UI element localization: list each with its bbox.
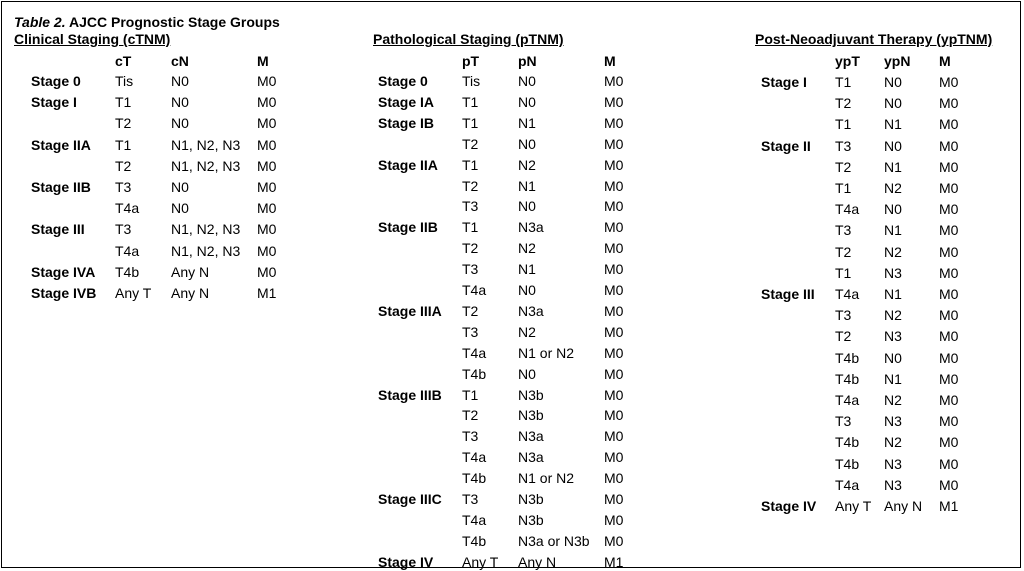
t-value: Tis [462,73,481,89]
t-value: T3 [835,413,852,429]
n-value: N1 or N2 [518,470,575,486]
m-value: M0 [939,286,959,302]
m-value: M0 [939,413,959,429]
stage-label: Stage IIIA [378,303,442,319]
t-value: T4a [462,282,487,298]
t-value: T4a [462,512,487,528]
column-header: M [257,53,269,69]
m-value: M0 [604,240,624,256]
m-value: M0 [257,115,277,131]
m-value: M0 [939,116,959,132]
t-value: T3 [115,221,132,237]
t-value: T1 [462,219,479,235]
m-value: M0 [604,324,624,340]
column-header: cN [171,53,189,69]
n-value: N3a [518,303,544,319]
m-value: M0 [939,392,959,408]
m-value: M0 [939,159,959,175]
m-value: M0 [939,350,959,366]
t-value: T4b [462,533,487,549]
stage-label: Stage IIA [378,157,438,173]
n-value: N2 [884,244,902,260]
stage-label: Stage IA [378,94,435,110]
t-value: T4a [835,392,860,408]
t-value: T4a [115,243,140,259]
m-value: M0 [604,407,624,423]
n-value: N0 [518,136,536,152]
t-value: T1 [835,180,852,196]
stage-label: Stage IIIB [378,387,442,403]
m-value: M0 [604,157,624,173]
stage-label: Stage IV [378,554,434,570]
m-value: M0 [257,221,277,237]
t-value: T1 [835,265,852,281]
t-value: T4a [115,200,140,216]
m-value: M0 [939,371,959,387]
n-value: N2 [884,392,902,408]
n-value: N3 [884,456,902,472]
n-value: N0 [171,94,189,110]
t-value: T3 [462,324,479,340]
stage-label: Stage IIB [31,179,91,195]
t-value: T4b [835,350,860,366]
t-value: T1 [462,94,479,110]
t-value: T2 [462,178,479,194]
column-header: pT [462,53,480,69]
m-value: M1 [939,498,959,514]
m-value: M0 [604,303,624,319]
n-value: N3 [884,477,902,493]
t-value: Any T [835,498,872,514]
n-value: N3a [518,428,544,444]
column-header: ypT [835,53,860,69]
t-value: T4b [835,371,860,387]
t-value: T3 [462,198,479,214]
m-value: M0 [604,366,624,382]
t-value: T3 [835,222,852,238]
n-value: N0 [518,73,536,89]
m-value: M0 [257,137,277,153]
column-header: M [604,53,616,69]
t-value: T4b [462,366,487,382]
m-value: M0 [604,219,624,235]
n-value: N3a or N3b [518,533,590,549]
t-value: T1 [462,387,479,403]
t-value: T1 [115,94,132,110]
n-value: N1 [884,371,902,387]
n-value: N0 [884,74,902,90]
section-title: Clinical Staging (cTNM) [14,31,171,47]
m-value: M0 [257,243,277,259]
n-value: N0 [518,366,536,382]
t-value: T1 [115,137,132,153]
t-value: T2 [835,244,852,260]
t-value: T2 [835,159,852,175]
t-value: T2 [115,115,132,131]
m-value: M0 [939,265,959,281]
t-value: T4b [115,264,140,280]
table-frame [1,1,1021,568]
n-value: N2 [518,240,536,256]
t-value: T2 [462,136,479,152]
n-value: N2 [518,157,536,173]
n-value: N3 [884,413,902,429]
n-value: N3b [518,512,544,528]
m-value: M0 [939,477,959,493]
n-value: N1 [884,222,902,238]
m-value: M0 [604,115,624,131]
t-value: T2 [462,240,479,256]
stage-label: Stage IVB [31,285,97,301]
caption-label: Table 2. [14,14,66,30]
stage-label: Stage II [761,138,811,154]
t-value: Tis [115,73,134,89]
section-title: Pathological Staging (pTNM) [373,31,564,47]
stage-label: Stage I [761,74,807,90]
m-value: M0 [604,533,624,549]
t-value: Any T [115,285,152,301]
n-value: N3b [518,491,544,507]
n-value: N1 [518,178,536,194]
n-value: N0 [171,200,189,216]
stage-label: Stage IB [378,115,435,131]
t-value: T3 [462,491,479,507]
t-value: T4a [462,345,487,361]
section-title: Post-Neoadjuvant Therapy (ypTNM) [755,31,993,47]
n-value: N1, N2, N3 [171,158,241,174]
m-value: M0 [257,200,277,216]
m-value: M1 [604,554,624,570]
n-value: N3b [518,387,544,403]
n-value: N0 [518,198,536,214]
stage-label: Stage III [31,221,85,237]
m-value: M0 [604,94,624,110]
t-value: T2 [462,407,479,423]
n-value: N1, N2, N3 [171,137,241,153]
t-value: T3 [835,307,852,323]
t-value: T4b [835,456,860,472]
n-value: N0 [171,115,189,131]
n-value: Any N [884,498,923,514]
m-value: M0 [939,95,959,111]
n-value: N3 [884,328,902,344]
t-value: T2 [835,95,852,111]
t-value: T3 [835,138,852,154]
t-value: Any T [462,554,499,570]
t-value: T2 [835,328,852,344]
column-header: pN [518,53,537,69]
caption-title: AJCC Prognostic Stage Groups [65,14,280,30]
n-value: N1 [884,286,902,302]
m-value: M0 [604,178,624,194]
t-value: T2 [462,303,479,319]
stage-label: Stage IIB [378,219,438,235]
m-value: M0 [604,136,624,152]
n-value: N3a [518,219,544,235]
m-value: M0 [604,470,624,486]
m-value: M0 [939,434,959,450]
stage-label: Stage IIA [31,137,91,153]
m-value: M0 [939,456,959,472]
m-value: M0 [257,264,277,280]
n-value: Any N [518,554,557,570]
n-value: N2 [884,434,902,450]
m-value: M0 [939,138,959,154]
n-value: Any N [171,264,210,280]
n-value: N0 [171,73,189,89]
stage-label: Stage IIIC [378,491,442,507]
table-caption [14,14,280,30]
m-value: M0 [604,282,624,298]
stage-label: Stage IV [761,498,817,514]
n-value: N2 [518,324,536,340]
stage-label: Stage 0 [378,73,428,89]
t-value: T1 [835,74,852,90]
m-value: M0 [939,222,959,238]
t-value: T2 [115,158,132,174]
m-value: M0 [939,180,959,196]
m-value: M0 [604,491,624,507]
m-value: M0 [604,261,624,277]
m-value: M0 [604,512,624,528]
m-value: M0 [604,345,624,361]
n-value: N0 [884,350,902,366]
m-value: M0 [939,307,959,323]
stage-label: Stage IVA [31,264,96,280]
n-value: N1 or N2 [518,345,575,361]
n-value: Any N [171,285,210,301]
n-value: N2 [884,307,902,323]
n-value: N0 [884,95,902,111]
t-value: T1 [462,115,479,131]
n-value: N3b [518,407,544,423]
stage-label: Stage I [31,94,77,110]
t-value: T4b [835,434,860,450]
m-value: M0 [604,449,624,465]
m-value: M0 [939,244,959,260]
n-value: N3a [518,449,544,465]
n-value: N0 [884,138,902,154]
t-value: T4a [835,286,860,302]
m-value: M0 [939,328,959,344]
n-value: N1, N2, N3 [171,221,241,237]
t-value: T3 [462,428,479,444]
m-value: M0 [604,387,624,403]
m-value: M0 [939,74,959,90]
n-value: N1 [884,116,902,132]
t-value: T4b [462,470,487,486]
stage-label: Stage III [761,286,815,302]
n-value: N1 [884,159,902,175]
n-value: N0 [171,179,189,195]
m-value: M0 [604,198,624,214]
n-value: N1 [518,115,536,131]
n-value: N2 [884,180,902,196]
m-value: M0 [257,94,277,110]
t-value: T1 [462,157,479,173]
n-value: N0 [518,282,536,298]
n-value: N0 [884,201,902,217]
m-value: M0 [939,201,959,217]
m-value: M0 [257,179,277,195]
n-value: N0 [518,94,536,110]
stage-label: Stage 0 [31,73,81,89]
m-value: M0 [604,73,624,89]
t-value: T4a [462,449,487,465]
t-value: T3 [115,179,132,195]
column-header: cT [115,53,132,69]
column-header: ypN [884,53,911,69]
n-value: N1, N2, N3 [171,243,241,259]
m-value: M0 [257,73,277,89]
t-value: T3 [462,261,479,277]
m-value: M0 [257,158,277,174]
m-value: M0 [604,428,624,444]
m-value: M1 [257,285,277,301]
n-value: N1 [518,261,536,277]
column-header: M [939,53,951,69]
t-value: T4a [835,201,860,217]
t-value: T4a [835,477,860,493]
t-value: T1 [835,116,852,132]
n-value: N3 [884,265,902,281]
